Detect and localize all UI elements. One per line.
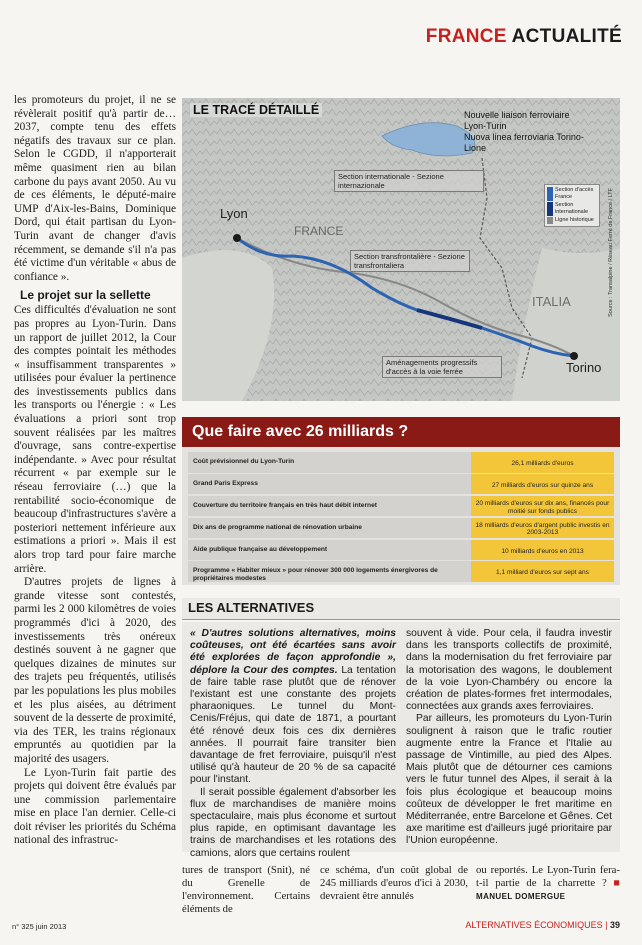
- map-callout-crossborder: Section transfrontalière - Sezione transfrontaliera: [350, 250, 470, 272]
- paragraph: Le Lyon-Turin fait partie des projets qui doivent être évalués par une commission parlementaire mise en place l'an dernier. Celle-ci doit réviser les priorités du Schéma national des infrastruc-: [14, 766, 176, 847]
- alternatives-box: [182, 622, 620, 859]
- closing-text: ou reportés. Le Lyon-Turin fera-t-il partie de la charrette ?: [476, 864, 620, 889]
- lead-quote: « D'autres solutions alternatives, moins coûteuses, ont été écartées sans avoir été explorées de façon approfondie », déplore la Cour des comptes.: [190, 628, 396, 676]
- table-row: [188, 496, 614, 517]
- paragraph: souvent à vide. Pour cela, il faudra investir dans les transports collectifs de proximité, dans la modernisation du fret ferroviaire par la motorisation des wagons, le doublement de la voie Lyon-Chambéry ou encore la création de plates-formes fret intermodales, connectées aux grands axes ferroviaires.: [406, 628, 612, 713]
- legend-it: Nuova linea ferroviaria Torino-Lione: [464, 132, 584, 153]
- subsection-name: ACTUALITÉ: [511, 26, 622, 47]
- paragraph-text: La tentation de faire table rase plutôt que de rénover l'existant est une constante des projets pharaoniques. Le tunnel du Mont-Cenis/Fréjus, qui date de 1871, a pourtant été rénové deux fois ces dix dernières années. Il pourrait faire transiter bien davantage de fret ferroviaire, puisqu'il n'est utilisé qu'à hauteur de 20 % de sa capacité pour l'instant.: [190, 664, 396, 786]
- map-callout-access: Aménagements progressifs d'accès à la voie ferrée: [382, 356, 502, 378]
- row-value: 20 milliards d'euros sur dix ans, financés pour moitié sur fonds publics: [471, 496, 614, 517]
- alternatives-title: LES ALTERNATIVES: [182, 598, 620, 620]
- alternatives-column-2: [406, 628, 612, 860]
- table-row: [188, 474, 614, 495]
- section-header: [426, 26, 622, 48]
- row-value: 26,1 milliards d'euros: [471, 452, 614, 473]
- city-lyon: Lyon: [220, 206, 248, 221]
- row-label: Programme « Habiter mieux » pour rénover 300 000 logements énergivores de propriétaires modestes: [188, 561, 471, 582]
- paragraph: Par ailleurs, les promoteurs du Lyon-Turin soulignent à raison que le trafic routier augmente entre la France et l'Italie au passage de Vintimille, au pied des Alpes. Mais plutôt que de détourner ces camions vers le futur tunnel des Alpes, il serait à la fois plus écologique et beaucoup moins coûteux de développer le fret maritime en Méditerranée, entre Barcelone et Gênes. Cet axe maritime est d'ailleurs jugé prioritaire par l'Union européenne.: [406, 713, 612, 847]
- table-row: [188, 561, 614, 582]
- row-label: Coût prévisionnel du Lyon-Turin: [188, 452, 471, 473]
- row-label: Aide publique française au développement: [188, 540, 471, 561]
- map-callout-international: Section internationale - Sezione internazionale: [334, 170, 484, 192]
- magazine-footer: [465, 920, 620, 930]
- page-number: 39: [609, 920, 620, 930]
- magazine-name: ALTERNATIVES ÉCONOMIQUES: [465, 920, 603, 930]
- legend-fr: Nouvelle liaison ferroviaire Lyon-Turin: [464, 110, 570, 131]
- row-label: Dix ans de programme national de rénovation urbaine: [188, 518, 471, 539]
- table-row: [188, 452, 614, 473]
- paragraph: Il serait possible également d'absorber les flux de marchandises de manière moins spectaculaire, mais plus économe et surtout plus rapide, en optimisant davantage les trains de marchandises et les rotations des camions, alors que certains roulent: [190, 786, 396, 859]
- bottom-column-2: ce schéma, d'un coût global de 245 milliards d'euros d'ici à 2030, devraient être annulés: [320, 864, 468, 902]
- row-value: 18 milliards d'euros d'argent public investis en 2003-2013: [471, 518, 614, 539]
- page-separator: |: [605, 920, 608, 930]
- country-italia: ITALIA: [532, 294, 571, 309]
- cost-table-title: Que faire avec 26 milliards ?: [182, 417, 620, 447]
- row-value: 10 milliards d'euros en 2013: [471, 540, 614, 561]
- map-source: Source : Transalpine / Réseau Ferré de France / LTF: [608, 188, 614, 317]
- bottom-column-1: tures de transport (Snit), né du Grenelle de l'environnement. Certains éléments de: [182, 864, 310, 915]
- table-row: [188, 518, 614, 539]
- left-column: [14, 94, 176, 848]
- map-title: LE TRACÉ DÉTAILLÉ: [190, 103, 322, 117]
- row-label: Couverture du territoire français en très haut débit internet: [188, 496, 471, 517]
- row-value: 1,1 milliard d'euros sur sept ans: [471, 561, 614, 582]
- subheading: Le projet sur la sellette: [20, 288, 151, 303]
- author-signature: MANUEL DOMERGUE: [476, 892, 566, 901]
- key-access: Section d'accès France: [547, 187, 597, 201]
- lyon-marker: [233, 234, 241, 242]
- row-value: 27 milliards d'euros sur quinze ans: [471, 474, 614, 495]
- end-mark: ■: [613, 877, 621, 889]
- section-name: FRANCE: [425, 26, 507, 47]
- map-legend: [464, 110, 586, 154]
- country-france: FRANCE: [294, 224, 344, 238]
- city-torino: Torino: [566, 360, 602, 375]
- bottom-column-3: [476, 864, 620, 903]
- map-key: [544, 184, 600, 227]
- key-international: Section internationale: [547, 202, 597, 216]
- issue-info: n° 325 juin 2013: [12, 922, 67, 931]
- paragraph: D'autres projets de lignes à grande vitesse sont contestés, parmi les 2 000 kilomètres de voies programmés d'ici à 2020, des investissements très onéreux destinés souvent à ne gagner que quelques dizaines de minutes sur des trajets peu fréquentés, utilisés par les populations les plus mobiles et les plus aisées, au détriment souvent de la desserte de proximité, via des TER, les trains régionaux empruntés au quotidien par la majorité des usagers.: [14, 576, 176, 765]
- alternatives-column-1: [190, 628, 396, 860]
- route-map: [182, 98, 620, 401]
- paragraph: Ces difficultés d'évaluation ne sont pas propres au Lyon-Turin. Dans un rapport de juillet 2012, la Cour des comptes pointait les méthodes « insuffisamment transparentes » utilisées pour évaluer la pertinence des investissements publics dans les transports ou l'énergie : « Les évaluations a priori sont trop souvent réalisées par les maîtres d'ouvrage, sans contre-expertise indépendante. » Avec pour résultat récurrent « par exemple sur le réseau ferroviaire (…) que la rentabilité socio-économique de beaucoup d'infrastructures s'avère a posteriori nettement inférieure aux estimations a priori ». Mais il est alors trop tard pour faire marche arrière.: [14, 304, 176, 575]
- torino-marker: [570, 352, 578, 360]
- table-row: [188, 540, 614, 561]
- paragraph: [190, 628, 396, 787]
- key-historic: Ligne historique: [547, 217, 597, 224]
- paragraph: les promoteurs du projet, il ne se révèlerait positif qu'à partir de… 2037, compte tenu des effets négatifs des travaux sur ce plan. Selon le CGDD, il n'apporterait même quasiment rien au bilan carbone du pays avant 2050. Au vu de ces éléments, le député-maire UMP d'Aix-les-Bains, Dominique Dord, qui était partisan du Lyon-Turin avant de changer d'avis récemment, se demande s'il n'a pas été victime d'un véritable « abus de confiance ».: [14, 94, 176, 283]
- cost-table: [182, 447, 620, 585]
- row-label: Grand Paris Express: [188, 474, 471, 495]
